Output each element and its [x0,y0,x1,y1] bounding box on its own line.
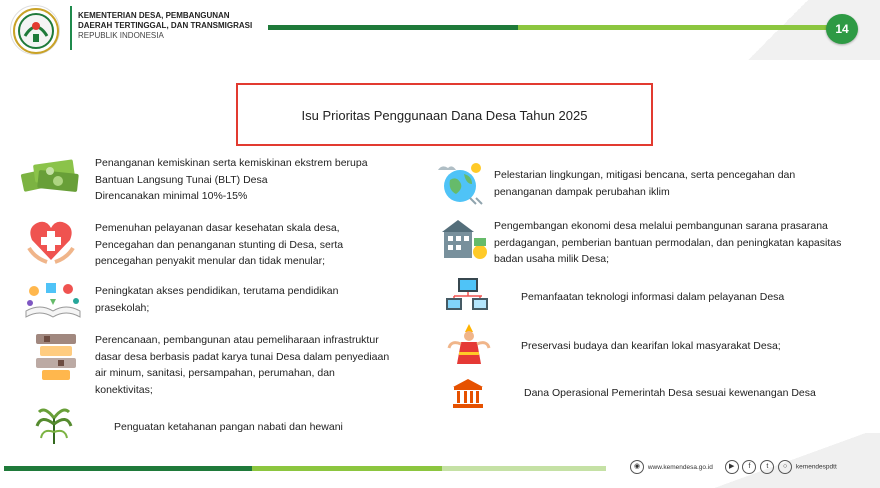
facebook-icon[interactable]: f [742,460,756,474]
education-book-icon [20,277,86,324]
right-item-1-line-1: Pelestarian lingkungan, mitigasi bencana, serta pencegahan dan [494,169,796,181]
footer-bar-pale [442,466,606,471]
header [0,0,880,60]
left-item-2 [95,220,395,270]
right-item-2 [494,218,854,268]
left-item-2-line-3: pencegahan penyakit menular dan tidak menular; [95,255,325,267]
left-item-1 [95,155,405,205]
ministry-line-3: REPUBLIK INDONESIA [78,31,164,40]
left-item-4 [95,332,410,398]
money-icon [20,152,82,199]
health-heart-icon [27,218,75,269]
footer-bar-light [252,466,442,471]
header-divider [70,6,72,50]
right-item-4 [521,338,841,355]
right-item-4-line-1: Preservasi budaya dan kearifan lokal masyarakat Desa; [521,340,781,352]
footer-bar-dark [4,466,252,471]
title-box [236,83,653,146]
left-item-2-line-1: Pemenuhan pelayanan dasar kesehatan skala desa, [95,222,340,234]
left-item-4-line-1: Perencanaan, pembangunan atau pemeliharaan infrastruktur [95,334,379,346]
left-item-1-line-2: Bantuan Langsung Tunai (BLT) Desa [95,173,268,186]
left-item-4-line-2: dasar desa berbasis padat karya tunai Desa dalam penyediaan [95,350,390,363]
left-item-1-line-1: Penanganan kemiskinan serta kemiskinan ekstrem berupa [95,157,368,169]
ministry-name [78,11,252,41]
page-number-badge: 14 [826,14,858,44]
ministry-logo [10,5,60,55]
left-item-4-line-4: konektivitas; [95,383,153,396]
right-item-2-line-3: badan usaha milik Desa; [494,253,609,265]
culture-dancer-icon [447,322,491,371]
left-item-4-line-3: air minum, sanitasi, persampahan, perumahan, dan [95,367,335,379]
page-title: Isu Prioritas Penggunaan Dana Desa Tahun 2025 [301,108,588,123]
website-link[interactable]: www.kemendesa.go.id [647,463,713,471]
government-building-icon [451,377,485,414]
social-handle[interactable]: kemendespdtt [795,463,837,471]
right-item-5 [524,385,844,402]
ministry-logo-icon [11,6,61,56]
right-item-3-line-1: Pemanfaatan teknologi informasi dalam pelayanan Desa [521,291,785,303]
left-item-5-line-1: Penguatan ketahanan pangan nabati dan hewani [114,421,343,433]
infrastructure-icon [32,330,80,387]
globe-icon: ◉ [630,460,644,474]
right-item-2-line-2: perdagangan, pemberian bantuan permodalan, dan peningkatan kapasitas [494,236,842,249]
left-item-3-line-1: Peningkatan akses pendidikan, terutama pendidikan [95,285,339,297]
economy-building-icon [440,218,490,267]
twitter-icon[interactable]: t [760,460,774,474]
left-item-2-line-2: Pencegahan dan penanganan stunting di Desa, serta [95,238,344,251]
right-item-3 [521,289,841,306]
left-item-5 [114,419,414,436]
footer-links [630,460,837,474]
right-item-1 [494,167,834,200]
left-item-3 [95,283,395,316]
ministry-line-2: DAERAH TERTINGGAL, DAN TRANSMIGRASI [78,21,253,30]
instagram-icon[interactable]: ○ [778,460,792,474]
rice-plant-icon [33,404,75,449]
ministry-line-1: KEMENTERIAN DESA, PEMBANGUNAN [78,11,230,20]
header-bar-dark [268,25,518,30]
left-item-3-line-2: prasekolah; [95,301,150,314]
youtube-icon[interactable]: ▶ [725,460,739,474]
left-item-1-line-3: Direncanakan minimal 10%-15% [95,190,248,202]
climate-earth-icon [436,160,488,211]
right-item-1-line-2: penanganan dampak perubahan iklim [494,185,670,198]
computer-technology-icon [444,274,492,323]
header-bar-light [518,25,830,30]
right-item-5-line-1: Dana Operasional Pemerintah Desa sesuai kewenangan Desa [524,387,816,399]
right-item-2-line-1: Pengembangan ekonomi desa melalui pembangunan sarana prasarana [494,220,828,232]
